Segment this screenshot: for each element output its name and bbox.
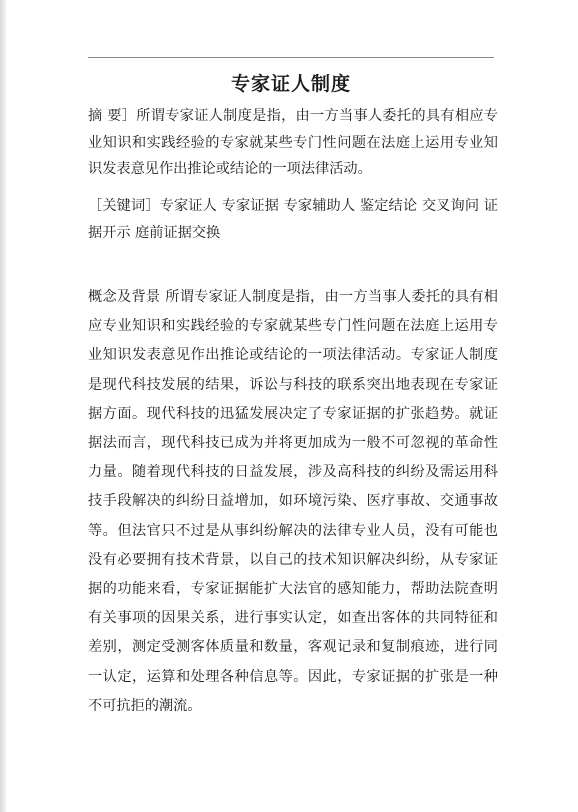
document-title: 专家证人制度 xyxy=(230,73,351,95)
body-paragraph: 概念及背景 所谓专家证人制度是指，由一方当事人委托的具有相应专业知识和实践经验的专家就某些专门性问题在法庭上运用专业知识发表意见作出推论或结论的一项法律活动。专家证人制度是现代科技发展的结果，诉讼与科技的联系突出地表现在专家证据方面。现代科技的迅猛发展决定了专家证据的扩张趋势。就证据法而言，现代科技已成为并将更加成为一般不可忽视的革命性力量。随着现代科技的日益发展，涉及高科技的纠纷及需运用科技手段解决的纠纷日益增加，如环境污染、医疗事故、交通事故等。但法官只不过是从事纠纷解决的法律专业人员，没有可能也没有必要拥有技术背景，以自己的技术知识解决纠纷，从专家证据的功能来看，专家证据能扩大法官的感知能力，帮助法院查明有关事项的因果关系，进行事实认定，如查出客体的共同特征和差别，测定受测客体质量和数量，客观记录和复制痕迹，进行同一认定，运算和处理各种信息等。因此，专家证据的扩张是一种不可抗拒的潮流。 xyxy=(88,289,498,714)
keywords-paragraph: ［关键词］专家证人 专家证据 专家辅助人 鉴定结论 交叉询问 证据开示 庭前证据交换 xyxy=(88,198,498,241)
header-rule xyxy=(88,57,494,58)
page-edge-shadow xyxy=(0,0,6,812)
abstract-paragraph: 摘 要］所谓专家证人制度是指，由一方当事人委托的具有相应专业知识和实践经验的专家就某些专门性问题在法庭上运用专业知识发表意见作出推论或结论的一项法律活动。 xyxy=(88,108,498,177)
